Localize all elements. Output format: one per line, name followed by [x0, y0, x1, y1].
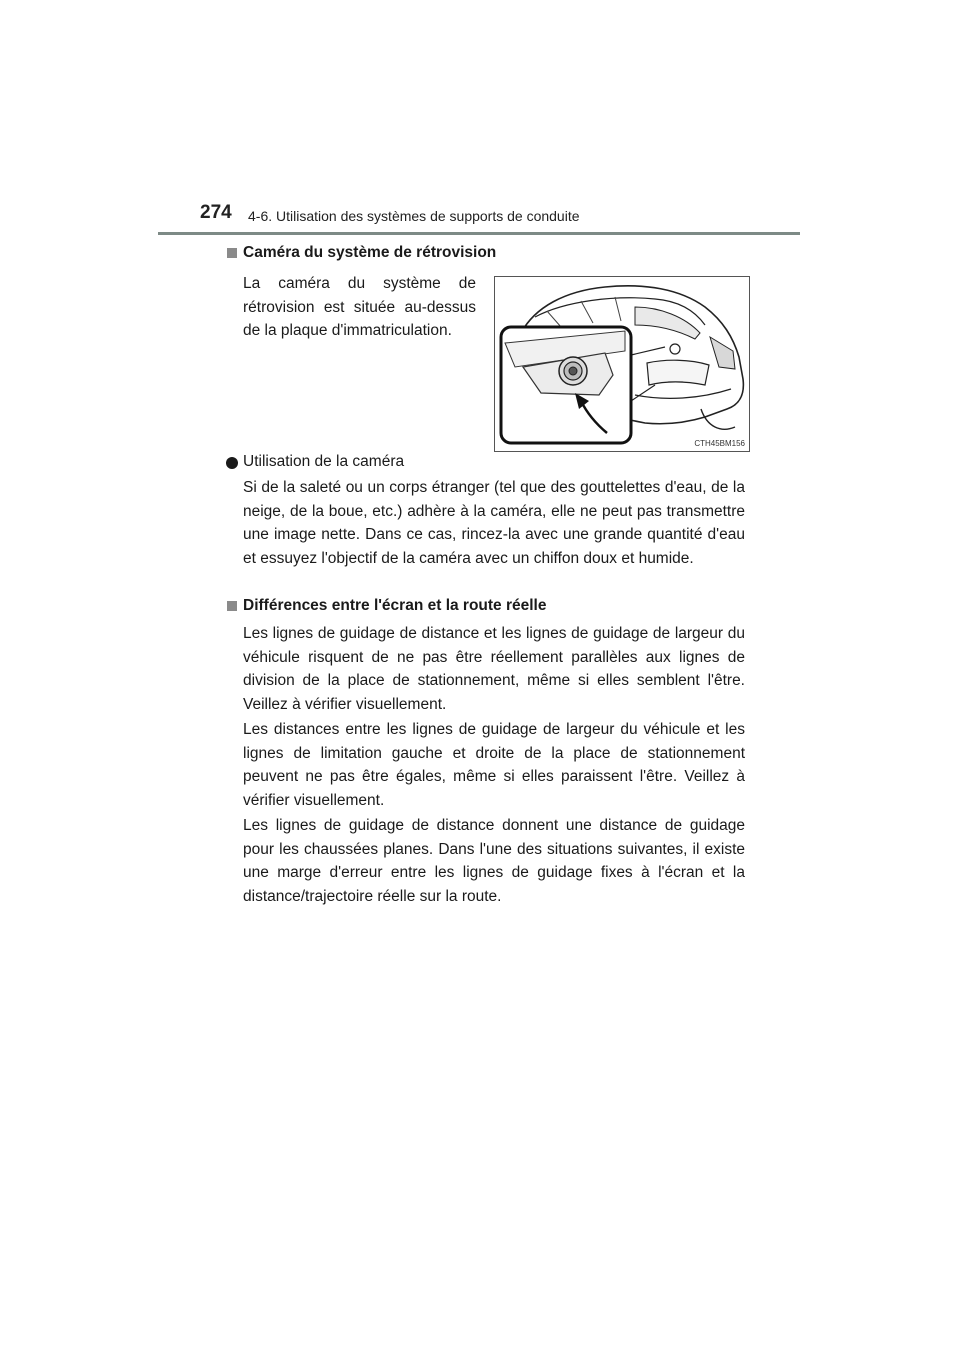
differences-heading: Différences entre l'écran et la route réelle: [243, 597, 547, 614]
usage-item-label: Utilisation de la caméra: [243, 453, 405, 470]
usage-item-text: Si de la saleté ou un corps étranger (tel que des gouttelettes d'eau, de la neige, de la boue, etc.) adhère à la caméra, elle ne peut pas transmettre une image nette. Dans ce cas, rincez-la avec une grande quantité d'eau et essuyez l'objectif de la caméra avec un chiffon doux et humide.: [243, 479, 745, 567]
differences-paragraph-3: Les lignes de guidage de distance donnent une distance de guidage pour les chaussées planes. Dans l'une des situations suivantes, il existe une marge d'erreur entre les lignes de guidage fixes à l'écran et la distance/trajectoire réelle sur la route.: [243, 817, 745, 905]
page-number: 274: [200, 202, 232, 223]
figure-code: CTH45BM156: [694, 439, 745, 448]
header-rule: [158, 232, 800, 235]
section-title: 4-6. Utilisation des systèmes de supports de conduite: [248, 208, 580, 224]
square-bullet: [227, 248, 237, 258]
camera-intro: La caméra du système de rétrovision est située au-dessus de la plaque d'immatriculation.: [243, 275, 476, 339]
rear-camera-illustration: [495, 277, 749, 451]
camera-heading: Caméra du système de rétrovision: [243, 244, 497, 261]
camera-figure: [494, 276, 750, 452]
differences-paragraph-2: Les distances entre les lignes de guidage de largeur du véhicule et les lignes de limitation gauche et droite de la place de stationnement peuvent ne pas être égales, même si elles paraissent l'être. Veillez à vérifier visuellement.: [243, 721, 745, 809]
circle-bullet: [226, 457, 238, 469]
square-bullet: [227, 601, 237, 611]
differences-paragraph-1: Les lignes de guidage de distance et les lignes de guidage de largeur du véhicule risquent de ne pas être réellement parallèles aux lignes de division de la place de stationnement, même si elles semblent l'être. Veillez à vérifier visuellement.: [243, 625, 745, 713]
